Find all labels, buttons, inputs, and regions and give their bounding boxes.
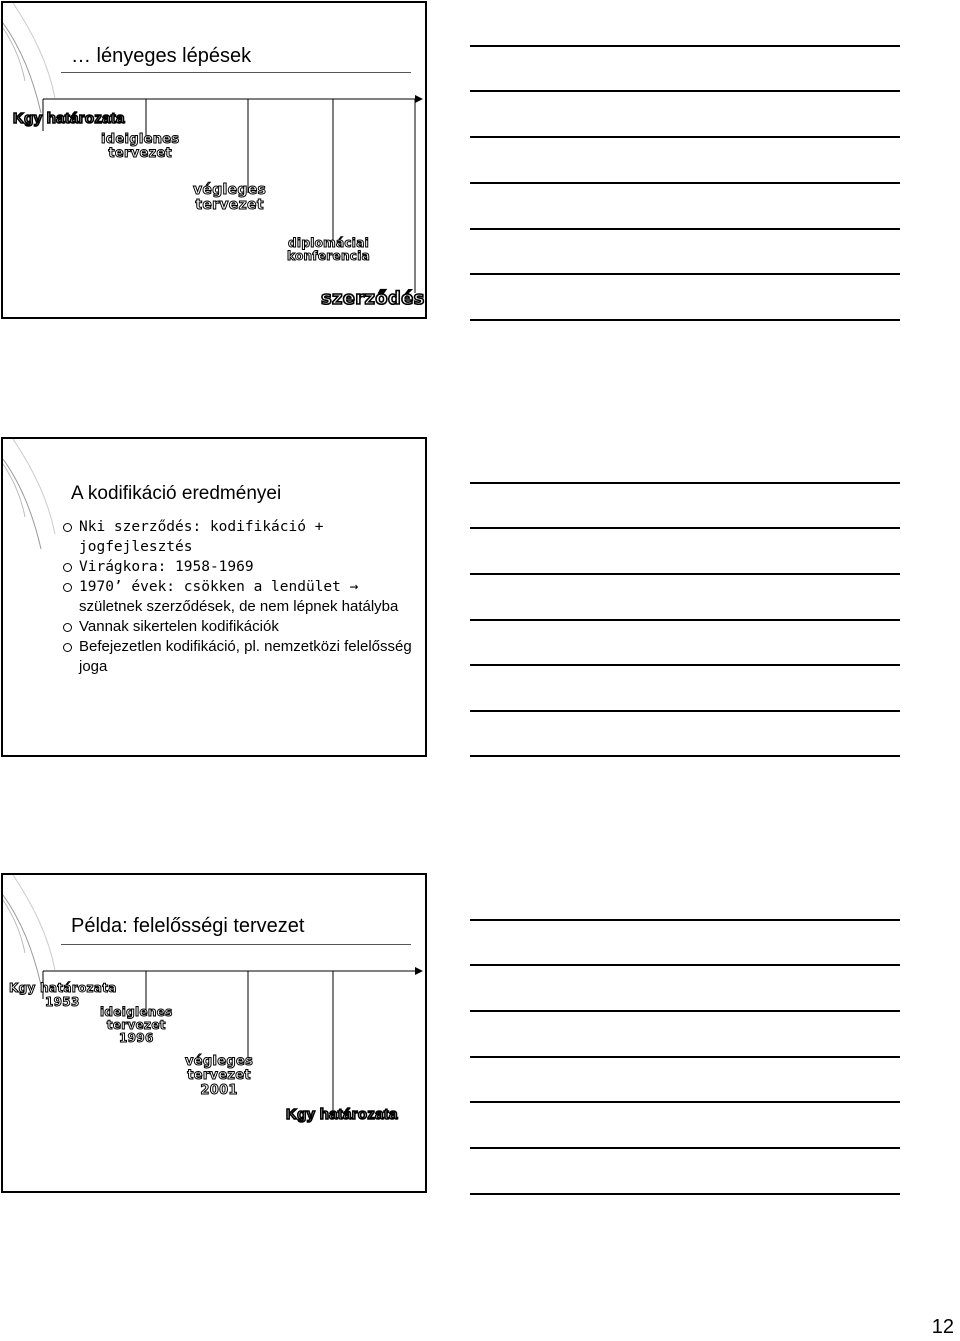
- slide-title: Példa: felelősségi tervezet: [71, 915, 305, 937]
- note-line: [470, 90, 900, 92]
- note-line: [470, 273, 900, 275]
- note-line: [470, 228, 900, 230]
- slide-3: [1, 873, 427, 1193]
- note-line: [470, 573, 900, 575]
- list-item: 1970’ évek: csökken a lendület → születnek szerződések, de nem lépnek hatályba: [63, 577, 413, 617]
- note-line: [470, 482, 900, 484]
- step-label: végleges tervezet 2001: [185, 1054, 254, 1098]
- note-line: [470, 1193, 900, 1195]
- step-label: Kgy határozata: [286, 1106, 398, 1123]
- title-rule: [61, 944, 411, 945]
- slide-1: [1, 1, 427, 319]
- note-line: [470, 136, 900, 138]
- note-line: [470, 45, 900, 47]
- list-item: Vannak sikertelen kodifikációk: [63, 617, 413, 637]
- note-line: [470, 1056, 900, 1058]
- slide-2: [1, 437, 427, 757]
- note-line: [470, 919, 900, 921]
- slide-title: A kodifikáció eredményei: [71, 483, 282, 504]
- step-label: Kgy határozata: [13, 110, 125, 127]
- timeline-arrow: [415, 967, 423, 975]
- note-line: [470, 964, 900, 966]
- step-label: diplomáciai konferencia: [287, 236, 371, 264]
- note-line: [470, 619, 900, 621]
- note-line: [470, 755, 900, 757]
- note-line: [470, 319, 900, 321]
- step-label: ideiglenes tervezet 1996: [100, 1005, 173, 1046]
- step-label: végleges tervezet: [193, 182, 267, 214]
- page-number: 12: [931, 1316, 954, 1338]
- step-label: szerződés: [321, 288, 425, 309]
- step-label: ideiglenes tervezet: [101, 132, 180, 162]
- note-line: [470, 182, 900, 184]
- slide-title: … lényeges lépések: [71, 45, 252, 67]
- list-item: Nki szerződés: kodifikáció + jogfejlesztés: [63, 517, 413, 557]
- list-item: Virágkora: 1958-1969: [63, 557, 413, 577]
- bullet-list: [63, 517, 413, 677]
- title-rule: [61, 72, 411, 73]
- note-line: [470, 1010, 900, 1012]
- step-label: Kgy határozata: [9, 981, 117, 995]
- note-line: [470, 527, 900, 529]
- note-line: [470, 1101, 900, 1103]
- note-line: [470, 710, 900, 712]
- note-line: [470, 1147, 900, 1149]
- note-line: [470, 664, 900, 666]
- timeline-arrow: [415, 95, 423, 103]
- list-item: Befejezetlen kodifikáció, pl. nemzetközi felelősség joga: [63, 637, 413, 677]
- step-label: 1953: [45, 995, 80, 1009]
